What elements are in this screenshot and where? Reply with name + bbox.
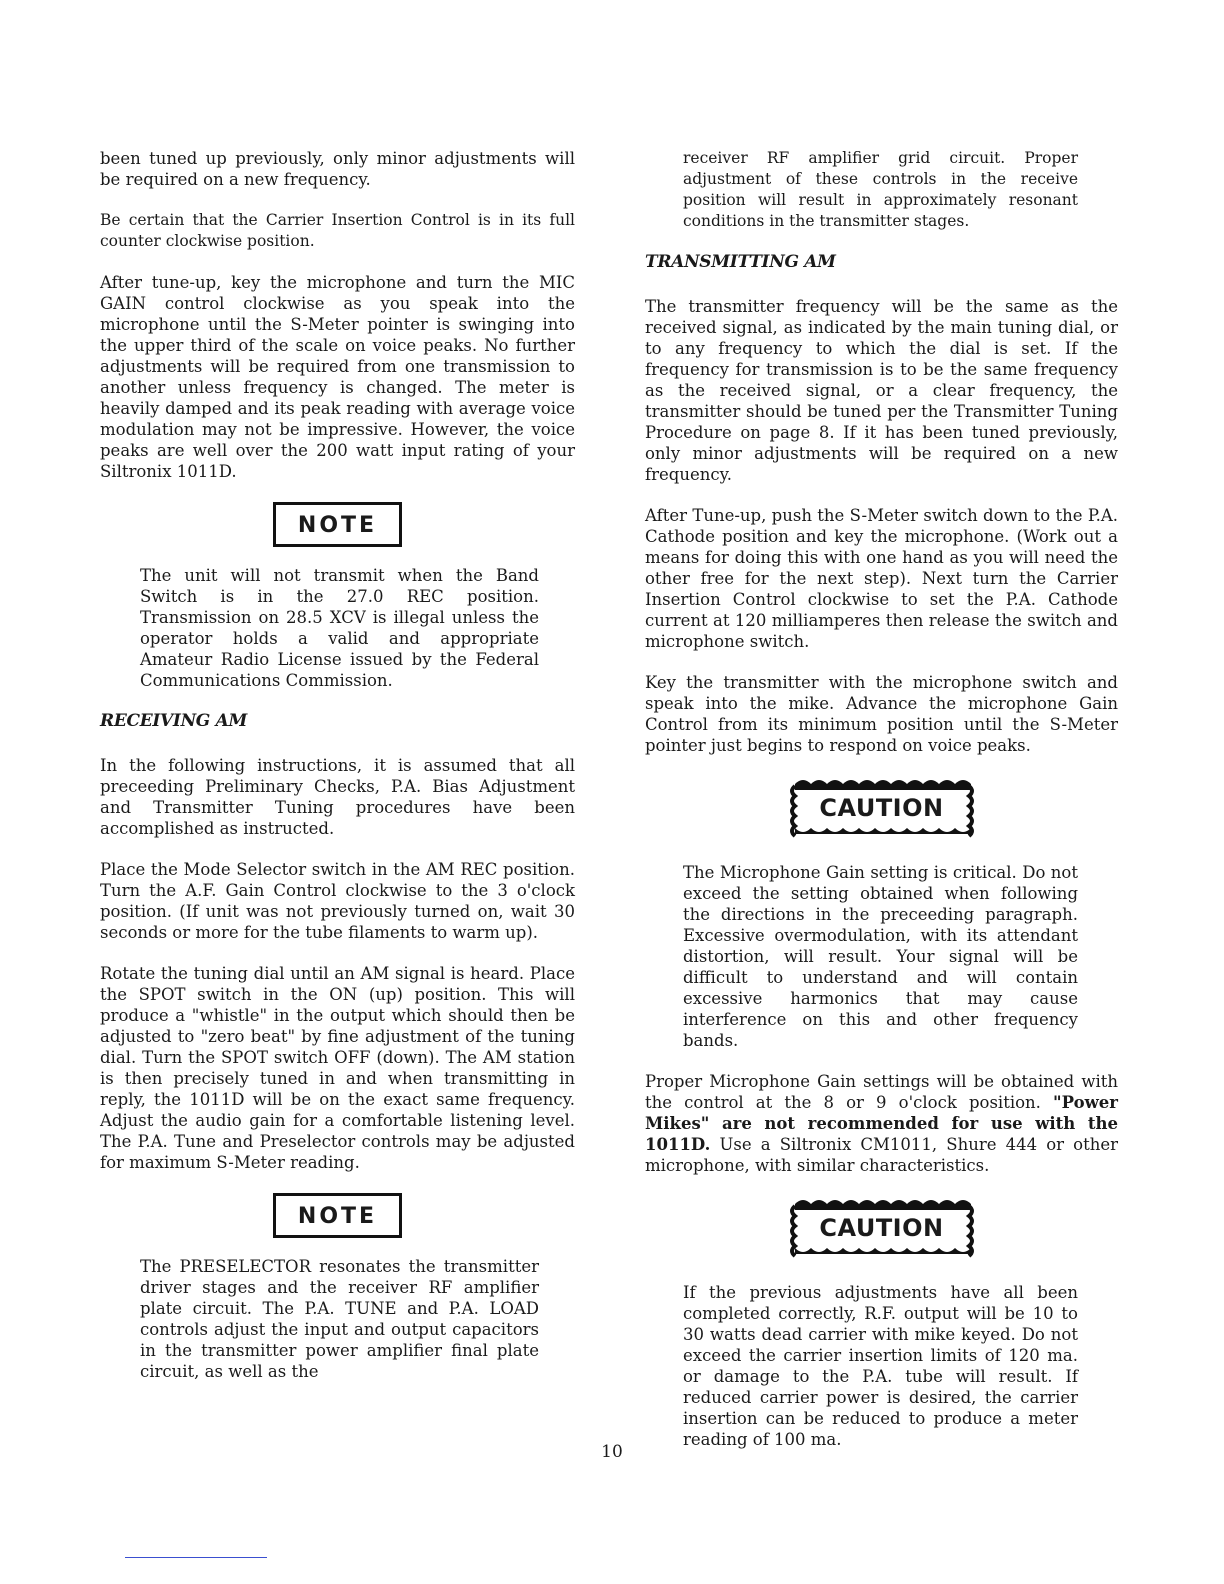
caution-banner xyxy=(787,776,977,842)
page-number: 10 xyxy=(601,1442,623,1462)
left-column xyxy=(100,148,575,1402)
paragraph-mode-selector: Place the Mode Selector switch in the AM REC position. Turn the A.F. Gain Control clockwise to the 3 o'clock position. (If unit was not previously turned on, wait 30 seconds or more for the tube filaments to warm up). xyxy=(100,860,575,942)
paragraph-microphone-gain xyxy=(645,1071,1118,1176)
note-badge-2 xyxy=(100,1193,575,1238)
paragraph-grid-circuit: receiver RF amplifier grid circuit. Proper adjustment of these controls in the receive position will result in approximately resonant conditions in the transmitter stages. xyxy=(683,149,1078,230)
caution-badge-2 xyxy=(645,1196,1118,1266)
paragraph-continued: been tuned up previously, only minor adjustments will be required on a new frequency. xyxy=(100,149,575,189)
footer-rule xyxy=(125,1557,267,1558)
caution-banner xyxy=(787,1196,977,1262)
heading-transmitting-am: TRANSMITTING AM xyxy=(645,252,836,272)
paragraph-preliminary: In the following instructions, it is assumed that all preceeding Preliminary Checks, P.A. Bias Adjustment and Transmitter Tuning procedures have been accomplished as instructed. xyxy=(100,756,575,838)
caution-label: CAUTION xyxy=(819,794,944,822)
paragraph-carrier-insertion: Be certain that the Carrier Insertion Control is in its full counter clockwise position. xyxy=(100,211,575,250)
heading-receiving-am: RECEIVING AM xyxy=(100,711,248,731)
note-text-2: The PRESELECTOR resonates the transmitter driver stages and the receiver RF amplifier plate circuit. The P.A. TUNE and P.A. LOAD controls adjust the input and output capacitors in the transmitter power amplifier final plate circuit, as well as the xyxy=(140,1257,539,1381)
right-column xyxy=(645,148,1118,1470)
paragraph-tune-up: After tune-up, key the microphone and turn the MIC GAIN control clockwise as you speak into the microphone until the S-Meter pointer is swinging into the upper third of the scale on voice peaks. No further adjustments will be required from one transmission to another unless frequency is changed. The meter is heavily damped and its peak reading with average voice modulation may not be impressive. However, the voice peaks are well over the 200 watt input rating of your Siltronix 1011D. xyxy=(100,273,575,481)
note-label: NOTE xyxy=(273,1193,402,1238)
power-mikes-warning: "Power Mikes" are not recommended for use with the 1011D. xyxy=(645,1093,1118,1154)
note-badge-1 xyxy=(100,502,575,547)
mic-gain-sentence: Proper Microphone Gain settings will be obtained with the control at the 8 or 9 o'clock position. xyxy=(645,1072,1118,1112)
paragraph-tuning-dial: Rotate the tuning dial until an AM signal is heard. Place the SPOT switch in the ON (up) position. This will produce a "whistle" in the output which should then be adjusted to "zero beat" by fine adjustment of the tuning dial. Turn the SPOT switch OFF (down). The AM station is then precisely tuned in and when transmitting in reply, the 1011D will be on the exact same frequency. Adjust the audio gain for a comfortable listening level. The P.A. Tune and Preselector controls may be adjusted for maximum S-Meter reading. xyxy=(100,964,575,1172)
caution-badge-1 xyxy=(645,776,1118,846)
caution-label: CAUTION xyxy=(819,1214,944,1242)
paragraph-after-tune-up: After Tune-up, push the S-Meter switch down to the P.A. Cathode position and key the microphone. (Work out a means for doing this with one hand as you will need the other free for the next step). Next turn the Carrier Insertion Control clockwise to set the P.A. Cathode current at 120 milliamperes then release the switch and microphone switch. xyxy=(645,506,1118,651)
mic-recommendation: Use a Siltronix CM1011, Shure 444 or other microphone, with similar characteristics. xyxy=(645,1135,1118,1175)
note-label: NOTE xyxy=(273,502,402,547)
paragraph-key-transmitter: Key the transmitter with the microphone switch and speak into the mike. Advance the microphone Gain Control from its minimum position until the S-Meter pointer just begins to respond on voice peaks. xyxy=(645,673,1118,755)
caution-text-2: If the previous adjustments have all been completed correctly, R.F. output will be 10 to 30 watts dead carrier with mike keyed. Do not exceed the carrier insertion limits of 120 ma. or damage to the P.A. tube will result. If reduced carrier power is desired, the carrier insertion can be reduced to produce a meter reading of 100 ma. xyxy=(683,1283,1078,1449)
caution-text-1: The Microphone Gain setting is critical. Do not exceed the setting obtained when following the directions in the preceeding paragraph. Excessive overmodulation, with its attendant distortion, will result. Your signal will be difficult to understand and will contain excessive harmonics that may cause interference on this and other frequency bands. xyxy=(683,863,1078,1050)
note-text-1: The unit will not transmit when the Band Switch is in the 27.0 REC position. Transmission on 28.5 XCV is illegal unless the operator holds a valid and appropriate Amateur Radio License issued by the Federal Communications Commission. xyxy=(140,566,539,690)
paragraph-transmitter-frequency: The transmitter frequency will be the same as the received signal, as indicated by the main tuning dial, or to any frequency to which the dial is set. If the frequency for transmission is to be the same frequency as the received signal, or a clear frequency, the transmitter should be tuned per the Transmitter Tuning Procedure on page 8. If it has been tuned previously, only minor adjustments will be required on a new frequency. xyxy=(645,297,1118,484)
